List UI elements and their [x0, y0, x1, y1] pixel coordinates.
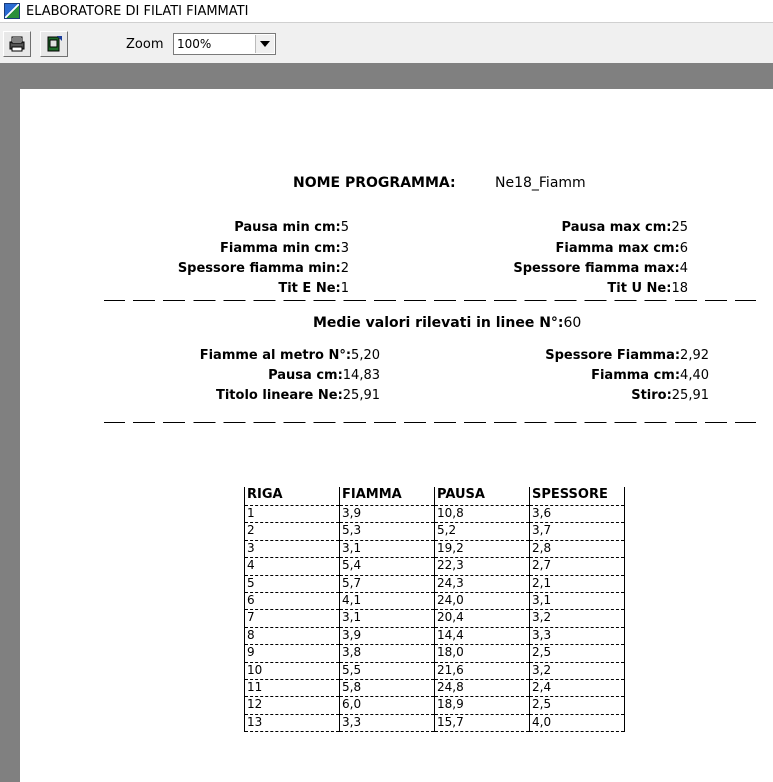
table-cell: 2,1 — [530, 575, 625, 592]
table-cell: 9 — [245, 645, 340, 662]
table-cell: 5,4 — [340, 558, 435, 575]
avg-left-1: Pausa cm:14,83 — [268, 368, 380, 383]
param-left-1: Fiamma min cm:3 — [219, 241, 349, 256]
table-row — [245, 714, 625, 731]
table-cell: 2,5 — [530, 697, 625, 714]
column-header: RIGA — [245, 487, 340, 506]
table-cell: 3,2 — [530, 662, 625, 679]
avg-right-0: Spessore Fiamma:2,92 — [545, 348, 709, 363]
table-cell: 12 — [245, 697, 340, 714]
table-cell: 3,9 — [340, 506, 435, 523]
table-row — [245, 592, 625, 609]
table-cell: 3,1 — [530, 592, 625, 609]
program-label: NOME PROGRAMMA: — [293, 175, 456, 191]
divider — [104, 422, 756, 423]
table-cell: 2,7 — [530, 558, 625, 575]
table-cell: 3,3 — [530, 627, 625, 644]
table-cell: 15,7 — [435, 714, 530, 731]
param-left-0: Pausa min cm:5 — [234, 220, 349, 235]
zoom-value: 100% — [177, 37, 212, 51]
table-cell: 2 — [245, 523, 340, 540]
table-row — [245, 575, 625, 592]
table-cell: 19,2 — [435, 540, 530, 557]
table-row — [245, 697, 625, 714]
table-cell: 3,3 — [340, 714, 435, 731]
column-header: FIAMMA — [340, 487, 435, 506]
table-cell: 5,2 — [435, 523, 530, 540]
toolbar — [0, 22, 773, 64]
table-cell: 2,8 — [530, 540, 625, 557]
table-cell: 3,6 — [530, 506, 625, 523]
table-header-row — [245, 487, 625, 506]
column-header: PAUSA — [435, 487, 530, 506]
table-row — [245, 627, 625, 644]
table-row — [245, 506, 625, 523]
table-cell: 3,2 — [530, 610, 625, 627]
table-cell: 3,7 — [530, 523, 625, 540]
table-cell: 1 — [245, 506, 340, 523]
table-cell: 24,8 — [435, 679, 530, 696]
table-cell: 3,9 — [340, 627, 435, 644]
table-cell: 18,0 — [435, 645, 530, 662]
table-cell: 7 — [245, 610, 340, 627]
table-cell: 10 — [245, 662, 340, 679]
window-title: ELABORATORE DI FILATI FIAMMATI — [26, 3, 249, 19]
table-row — [245, 610, 625, 627]
table-cell: 10,8 — [435, 506, 530, 523]
table-row — [245, 540, 625, 557]
param-left-2: Spessore fiamma min:2 — [177, 261, 349, 276]
print-button[interactable] — [3, 31, 31, 57]
measurements-table — [244, 487, 625, 732]
export-button[interactable] — [40, 31, 68, 57]
table-cell: 18,9 — [435, 697, 530, 714]
param-right-2: Spessore fiamma max:4 — [513, 261, 688, 276]
table-cell: 5,8 — [340, 679, 435, 696]
table-cell: 5,3 — [340, 523, 435, 540]
table-cell: 21,6 — [435, 662, 530, 679]
table-cell: 4 — [245, 558, 340, 575]
table-cell: 24,3 — [435, 575, 530, 592]
table-cell: 2,5 — [530, 645, 625, 662]
table-cell: 13 — [245, 714, 340, 731]
table-cell: 5,5 — [340, 662, 435, 679]
zoom-select[interactable] — [173, 33, 276, 55]
table-cell: 11 — [245, 679, 340, 696]
column-header: SPESSORE — [530, 487, 625, 506]
table-cell: 5 — [245, 575, 340, 592]
table-cell: 8 — [245, 627, 340, 644]
table-cell: 22,3 — [435, 558, 530, 575]
report-page — [20, 89, 773, 782]
table-cell: 3,8 — [340, 645, 435, 662]
table-cell: 3,1 — [340, 610, 435, 627]
table-cell: 4,0 — [530, 714, 625, 731]
table-row — [245, 558, 625, 575]
zoom-label: Zoom — [126, 37, 164, 52]
averages-title: Medie valori rilevati in linee N°:60 — [313, 315, 582, 331]
table-row — [245, 679, 625, 696]
table-row — [245, 523, 625, 540]
table-cell: 6,0 — [340, 697, 435, 714]
app-icon — [4, 3, 20, 19]
table-cell: 24,0 — [435, 592, 530, 609]
table-cell: 5,7 — [340, 575, 435, 592]
program-value: Ne18_Fiamm — [495, 175, 586, 191]
title-bar — [0, 0, 773, 22]
preview-area[interactable] — [0, 63, 773, 782]
divider — [104, 300, 756, 301]
table-row — [245, 662, 625, 679]
table-cell: 6 — [245, 592, 340, 609]
table-cell: 2,4 — [530, 679, 625, 696]
table-cell: 14,4 — [435, 627, 530, 644]
avg-right-1: Fiamma cm:4,40 — [591, 368, 709, 383]
table-cell: 3 — [245, 540, 340, 557]
avg-left-0: Fiamme al metro N°:5,20 — [199, 348, 380, 363]
document-icon — [45, 35, 63, 53]
printer-icon — [8, 35, 26, 53]
param-right-3: Tit U Ne:18 — [607, 281, 688, 296]
table-cell: 20,4 — [435, 610, 530, 627]
avg-right-2: Stiro:25,91 — [631, 388, 709, 403]
table-row — [245, 645, 625, 662]
chevron-down-icon[interactable] — [255, 35, 274, 53]
table-cell: 3,1 — [340, 540, 435, 557]
param-right-1: Fiamma max cm:6 — [555, 241, 688, 256]
param-right-0: Pausa max cm:25 — [561, 220, 688, 235]
param-left-3: Tit E Ne:1 — [278, 281, 349, 296]
avg-left-2: Titolo lineare Ne:25,91 — [215, 388, 380, 403]
table-cell: 4,1 — [340, 592, 435, 609]
table-body — [245, 506, 625, 732]
